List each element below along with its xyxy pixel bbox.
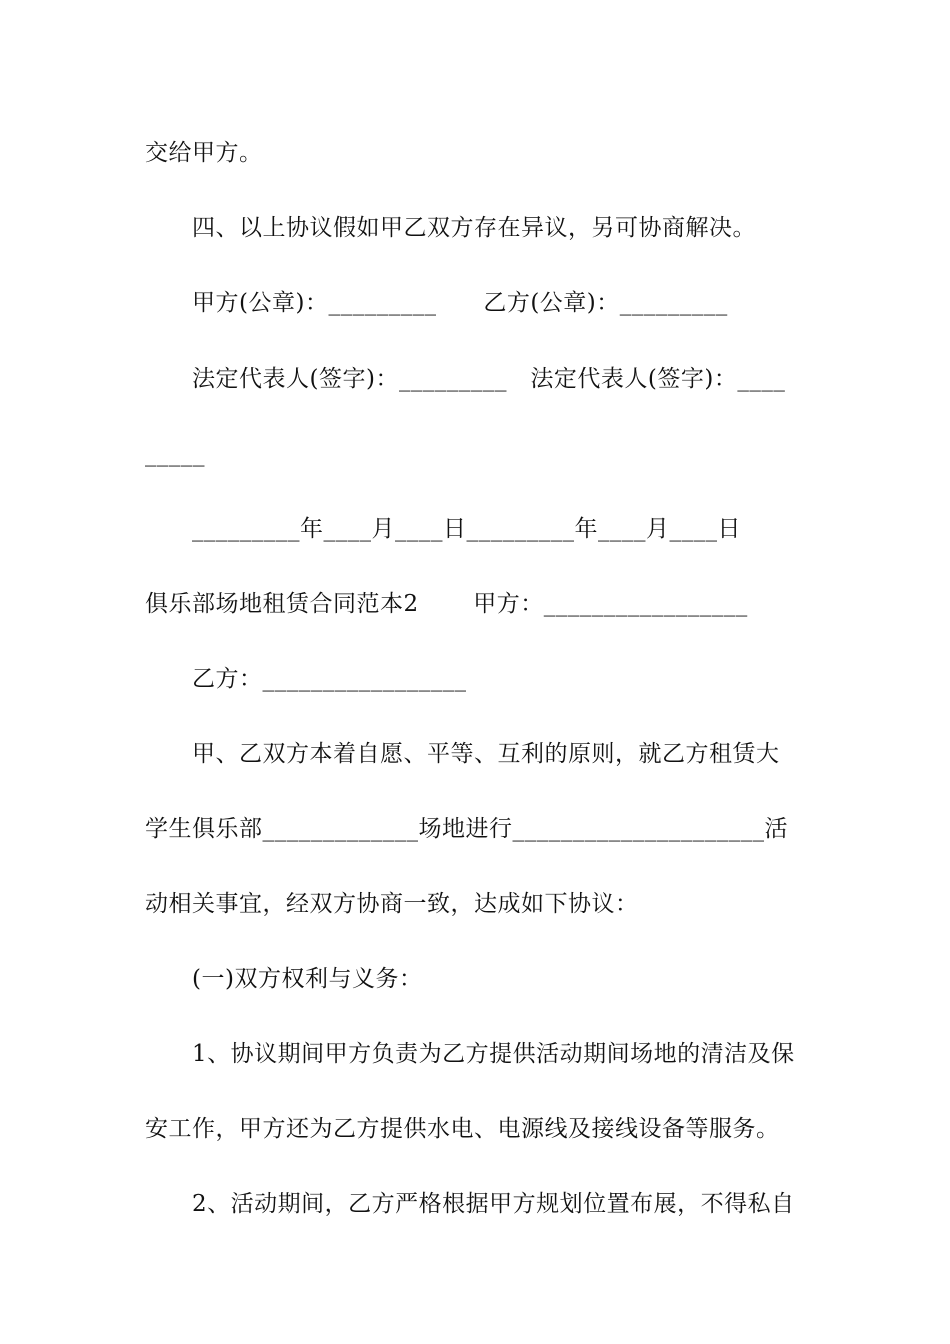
text-line-party-b: 乙方：_________________ <box>192 666 467 692</box>
text-line-item-1a: 1、协议期间甲方负责为乙方提供活动期间场地的清洁及保 <box>192 1041 795 1067</box>
text-line-seals: 甲方(公章)：_________ 乙方(公章)：_________ <box>192 290 728 316</box>
text-line-preamble-2: 学生俱乐部_____________场地进行_____________________活 <box>145 816 788 842</box>
text-line-item-2a: 2、活动期间，乙方严格根据甲方规划位置布展，不得私自 <box>192 1191 795 1217</box>
text-line-preamble-3: 动相关事宜，经双方协商一致，达成如下协议： <box>145 891 639 917</box>
text-line-preamble-1: 甲、乙双方本着自愿、平等、互利的原则，就乙方租赁大 <box>192 741 780 767</box>
text-line-item-1b: 安工作，甲方还为乙方提供水电、电源线及接线设备等服务。 <box>145 1116 780 1142</box>
text-line-signature-continuation: _____ <box>145 441 205 467</box>
text-line-contract-title-party-a: 俱乐部场地租赁合同范本2 甲方：_________________ <box>145 591 748 617</box>
text-line-handover: 交给甲方。 <box>145 140 263 166</box>
text-line-dates: _________年____月____日_________年____月____日 <box>192 516 741 542</box>
text-line-legal-representatives: 法定代表人(签字)：_________ 法定代表人(签字)：____ <box>192 366 786 392</box>
text-line-section-heading: (一)双方权利与义务： <box>192 966 423 992</box>
text-line-clause-four: 四、以上协议假如甲乙双方存在异议，另可协商解决。 <box>192 215 756 241</box>
